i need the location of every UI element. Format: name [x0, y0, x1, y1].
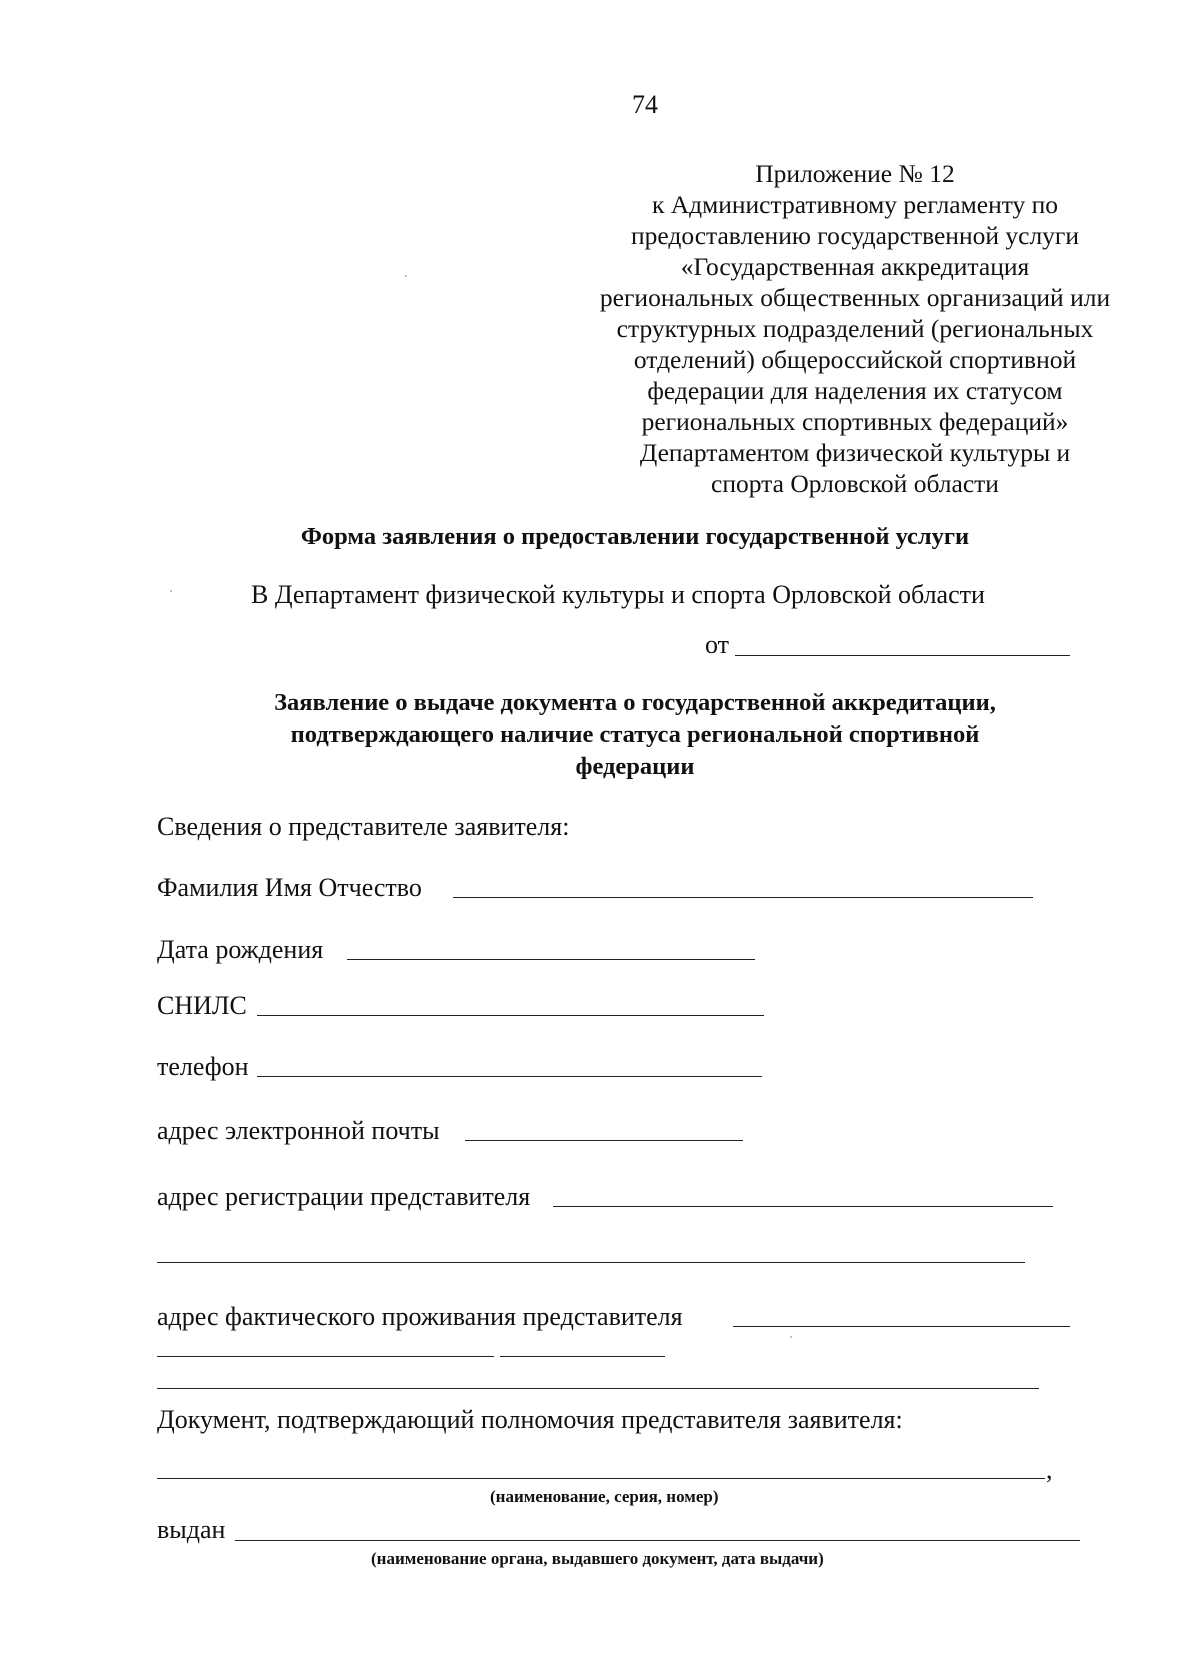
doc-caption: (наименование, серия, номер)	[490, 1487, 719, 1506]
authority-doc-field[interactable]	[157, 1478, 1045, 1479]
actual-address-field-continuation[interactable]	[157, 1356, 494, 1357]
page-number: 74	[632, 90, 658, 119]
representative-heading: Сведения о представителе заявителя:	[157, 812, 570, 841]
scan-speck	[170, 590, 172, 592]
appendix-line: к Административному регламенту по	[651, 190, 1059, 219]
appendix-line: отделений) общероссийской спортивной	[633, 345, 1077, 374]
appendix-line: региональных общественных организаций или	[599, 283, 1111, 312]
issued-label: выдан	[157, 1515, 226, 1544]
appendix-line: структурных подразделений (региональных	[616, 314, 1094, 343]
birth-date-field[interactable]	[347, 959, 755, 960]
actual-address-field-continuation[interactable]	[157, 1388, 1039, 1389]
appendix-line: региональных спортивных федераций»	[641, 407, 1069, 436]
appendix-header	[580, 158, 1130, 499]
appendix-line: Департаментом физической культуры и	[639, 438, 1071, 467]
reg-address-field[interactable]	[553, 1206, 1053, 1207]
appendix-line: Приложение № 12	[755, 159, 955, 188]
snils-field[interactable]	[257, 1015, 764, 1016]
statement-title-line1: Заявление о выдаче документа о государственной аккредитации,	[274, 689, 996, 716]
full-name-label: Фамилия Имя Отчество	[157, 873, 422, 902]
statement-title-line3: федерации	[575, 753, 695, 780]
appendix-line: «Государственная аккредитация	[680, 252, 1030, 281]
statement-title-line2: подтверждающего наличие статуса региональной спортивной	[290, 721, 980, 748]
reg-address-label: адрес регистрации представителя	[157, 1182, 531, 1211]
phone-label: телефон	[157, 1052, 249, 1081]
issued-caption: (наименование органа, выдавшего документ, дата выдачи)	[371, 1549, 824, 1568]
appendix-line: спорта Орловской области	[711, 469, 999, 498]
email-label: адрес электронной почты	[157, 1116, 440, 1145]
email-field[interactable]	[465, 1140, 743, 1141]
scan-speck	[790, 1336, 792, 1338]
full-name-field[interactable]	[453, 897, 1033, 898]
appendix-line: предоставлению государственной услуги	[630, 221, 1080, 250]
scan-speck	[405, 275, 407, 277]
appendix-line: федерации для наделения их статусом	[647, 376, 1063, 405]
actual-address-label: адрес фактического проживания представителя	[157, 1302, 683, 1331]
addressee-line: В Департамент физической культуры и спорта Орловской области	[251, 580, 985, 609]
doc-comma: ,	[1046, 1455, 1053, 1484]
from-field[interactable]	[735, 655, 1070, 656]
authority-doc-heading: Документ, подтверждающий полномочия представителя заявителя:	[157, 1405, 903, 1434]
phone-field[interactable]	[257, 1076, 762, 1077]
reg-address-field-continuation[interactable]	[157, 1262, 1025, 1263]
snils-label: СНИЛС	[157, 991, 247, 1020]
from-label: от	[705, 630, 730, 659]
issued-field[interactable]	[235, 1540, 1080, 1541]
actual-address-field-continuation[interactable]	[500, 1356, 665, 1357]
birth-date-label: Дата рождения	[157, 935, 324, 964]
actual-address-field[interactable]	[733, 1326, 1070, 1327]
form-title: Форма заявления о предоставлении государственной услуги	[300, 523, 970, 550]
